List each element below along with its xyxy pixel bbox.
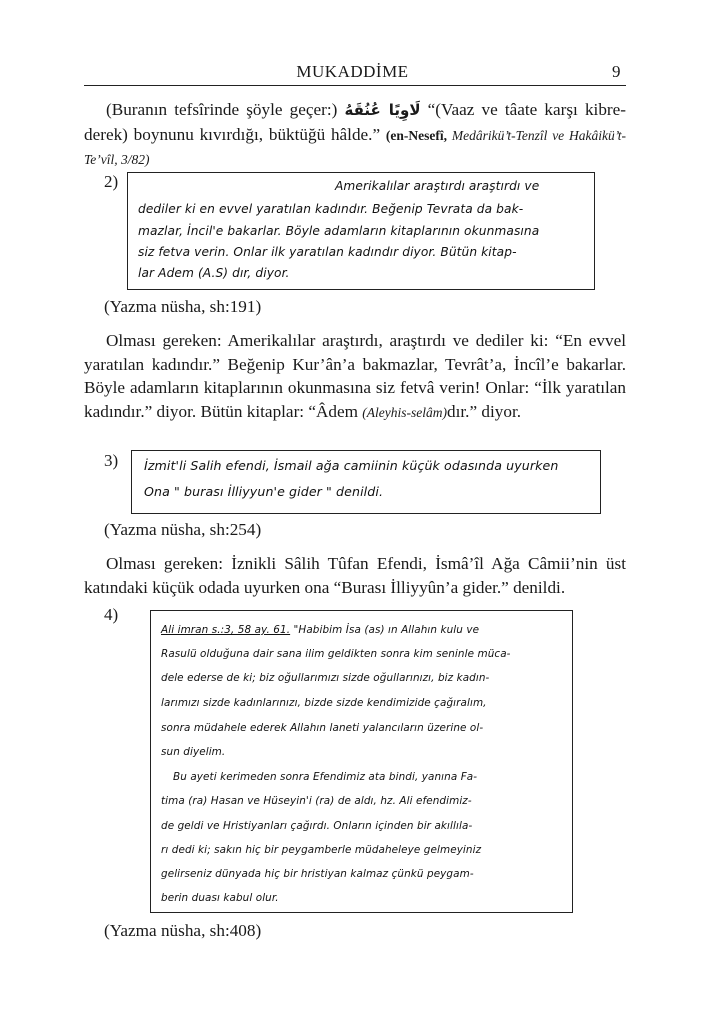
correction-paragraph bbox=[84, 329, 626, 424]
manuscript-caption: (Yazma nüsha, sh:191) bbox=[104, 297, 262, 316]
citation-author: (en-Nesefî, bbox=[385, 127, 447, 143]
manuscript-line: larımızı sizde kadınlarınızı, bizde sizde kendimizide çağıralım, bbox=[161, 697, 487, 709]
manuscript-line: dediler ki en evvel yaratılan kadındır. Beğenip Tevrata da bak- bbox=[138, 202, 524, 216]
manuscript-line: Ona " burası İlliyyun'e gider " denildi. bbox=[144, 484, 384, 499]
manuscript-line: tima (ra) Hasan ve Hüseyin'i (ra) de aldı, hz. Ali efendimiz- bbox=[161, 795, 472, 807]
correction-paragraph bbox=[84, 552, 626, 599]
manuscript-line: dele ederse de ki; biz oğullarımızı sizde oğullarınızı, biz kadın- bbox=[161, 672, 490, 684]
manuscript-caption: (Yazma nüsha, sh:254) bbox=[104, 520, 262, 539]
manuscript-line: rı dedi ki; sakın hiç bir peygamberle müdaheleye gelmeyiniz bbox=[161, 844, 482, 856]
manuscript-line: mazlar, İncil'e bakarlar. Böyle adamların kitaplarının okunmasına bbox=[138, 224, 540, 238]
manuscript-line: berin duası kabul olur. bbox=[161, 892, 279, 904]
manuscript-line: sonra müdahele ederek Allahın laneti yalancıların üzerine ol- bbox=[161, 722, 484, 734]
manuscript-excerpt-box bbox=[150, 610, 573, 913]
manuscript-line: sun diyelim. bbox=[161, 746, 226, 758]
manuscript-line: lar Adem (A.S) dır, diyor. bbox=[138, 266, 290, 280]
correction-text: Olması gereken: İznikli Sâlih Tûfan Efendi, İsmâ’îl Ağa Câmii’nin üst katındaki küçük odada uyurken ona “Burası İlliyyûn’a gider.” denildi. bbox=[84, 554, 626, 597]
item-number: 2) bbox=[104, 172, 119, 191]
manuscript-caption: (Yazma nüsha, sh:408) bbox=[104, 921, 262, 940]
running-header-title: MUKADDİME bbox=[296, 62, 409, 81]
correction-honorific: (Aleyhis-selâm) bbox=[362, 404, 448, 420]
manuscript-excerpt-box bbox=[131, 450, 601, 514]
intro-paragraph bbox=[84, 98, 626, 172]
citation-source: Medârikü’t-Tenzîl ve Hakâikü’t-Te’vîl, 3/82) bbox=[84, 127, 627, 167]
manuscript-line: Bu ayeti kerimeden sonra Efendimiz ata bindi, yanına Fa- bbox=[173, 771, 478, 783]
manuscript-line: Rasulü olduğuna dair sana ilim geldikten sonra kim seninle müca- bbox=[161, 648, 511, 660]
manuscript-line: Amerikalılar araştırdı araştırdı ve bbox=[335, 179, 540, 193]
page-number: 9 bbox=[612, 62, 621, 81]
manuscript-excerpt-box bbox=[127, 172, 595, 290]
manuscript-line: İzmit'li Salih efendi, İsmail ağa camiinin küçük odasında uyurken bbox=[144, 458, 559, 473]
manuscript-line: Ali imran s.:3, 58 ay. 61. "Habibim İsa (as) ın Allahın kulu ve bbox=[161, 624, 480, 636]
manuscript-reference: Ali imran s.:3, 58 ay. 61. bbox=[161, 624, 291, 636]
manuscript-line: de geldi ve Hristiyanları çağırdı. Onların içinden bir akıllıla- bbox=[161, 820, 473, 832]
manuscript-line: siz fetva verin. Onlar ilk yaratılan kadındır diyor. Bütün kitap- bbox=[138, 245, 517, 259]
intro-text-mid: “(Vaaz ve tâate karşı kibre-derek) boynunu kıvırdığı, büktüğü hâlde.” bbox=[84, 100, 626, 144]
correction-text: Olması gereken: Amerikalılar araştırdı, araştırdı ve dediler ki: “En evvel yaratılan kadındır.” Beğenip Kur’ân’a bakmazlar, Tevrât’a, İncîl’e bakarlar. Böyle adamların kitaplarının okunmasına siz fetvâ verin! Onlar: “İlk yaratılan kadındır.” diyor. Bütün kitaplar: “Âdem bbox=[84, 331, 626, 421]
header-rule bbox=[84, 85, 626, 86]
item-number: 4) bbox=[104, 605, 119, 624]
arabic-quote: لَاوِيًا عُنُقَهُ bbox=[344, 101, 421, 119]
item-number: 3) bbox=[104, 451, 119, 470]
manuscript-line: gelirseniz dünyada hiç bir hristiyan kalmaz çünkü peygam- bbox=[161, 868, 474, 880]
intro-text-start: (Buranın tefsîrinde şöyle geçer:) bbox=[106, 100, 345, 119]
correction-tail: dır.” diyor. bbox=[447, 401, 522, 421]
